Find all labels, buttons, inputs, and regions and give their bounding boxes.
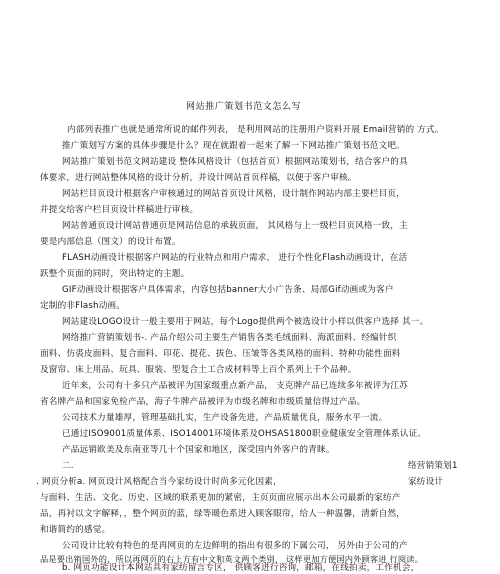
paragraph-line: 要是内部信息（图文）的设计布置。	[40, 237, 181, 247]
paragraph-line: 跃整个页面的同时，突出特定的主题。	[40, 269, 190, 279]
paragraph-line: b. 网页功能设计本网站具有家纺留言专区， 供顾客进行咨询，邮箱，在线拍卖，工作机会，	[62, 563, 420, 573]
paragraph-line: 品是要出销国外的，所以再网页的右上方有中文和英文两个类别， 这样更加方便国内外顾客进 行阅读。	[40, 554, 424, 564]
section-number: 二.	[62, 461, 74, 471]
paragraph-line: 推广策划写方案的具体步骤是什么？现在就跟着一起来了解一下网站推广策划书范文吧。	[62, 141, 405, 151]
paragraph-line: . 网页分析a. 网页设计风格配合当今家纺设计时尚多元化因素，	[36, 477, 282, 487]
paragraph-line-fragment: 家纺设计	[408, 477, 444, 487]
section-heading-fragment: 络营销策划1	[408, 461, 458, 471]
paragraph-line: 网站普通页设计网站普通页是网站信息的承载页面， 其风格与上一级栏目页风格一致，主	[62, 221, 408, 231]
paragraph-line: 产品远销欧美及东南亚等几十个国家和地区，深受国内外客户的青睐。	[62, 445, 335, 455]
paragraph-line: 网站栏目页设计根据客户审核通过的网站首页设计风格，设计制作网站内部主要栏目页，	[62, 189, 405, 199]
paragraph-line: 并提交给客户栏目页设计样稿进行审核。	[40, 205, 199, 215]
paragraph-line: 面料、仿裘皮面料、复合面料、印花、提花、拔色、压皱等各类风格的面料、特种功能性面料	[40, 349, 401, 359]
paragraph-line: 定制的非Flash动画。	[40, 301, 126, 311]
paragraph-line: GIF动画设计根据客户具体需求，内容包括banner大小广告条、局部Gif动画或为客户	[62, 285, 394, 295]
paragraph-line: 网络推广营销策划书-. 产品介绍公司主要生产销售各类毛绒面料、海派面料、经编针织	[62, 333, 397, 343]
paragraph-line: 与面料、生活、文化、历史、区域的联系更加的紧密，主页页面应展示出本公司最新的家纺产	[40, 493, 401, 503]
paragraph-line: 公司技术力量雄厚，管理基础扎实，生产设备先进，产品质量优良，服务水平一流。	[62, 413, 388, 423]
paragraph-line: 和谐简约的感觉。	[40, 525, 111, 535]
paragraph-line: 近年来，公司有十多只产品被评为国家级重点新产品， 支克牌产品已连续多年被评为江苏	[62, 381, 408, 391]
paragraph-line: 省名牌产品和国家免检产品，海子牛牌产品被评为市级名牌和市级质量信得过产品。	[40, 397, 366, 407]
paragraph-line: 网站推广策划书范文网站建设 整体风格设计（包括首页）根据网站策划书，结合客户的具	[62, 157, 408, 167]
paragraph-line: 网站建设LOGO设计一般主要用于网站，每个Logo提供两个被选设计小样以供客户选择 其一。	[62, 317, 429, 327]
paragraph-line: 公司设计比较有特色的是再网页的左边鲜明的指出有很多的下属公司， 另外由于公司的产	[62, 541, 408, 551]
paragraph-line: 已通过ISO9001质量体系、ISO14001环境体系及OHSAS1800职业健康安全管理体系认证。	[62, 429, 427, 439]
paragraph-line: 内部列表推广也就是通常所说的邮件列表， 是利用网站的注册用户资料开展 Email营销的 方式。	[67, 125, 444, 135]
paragraph-line: 品，再衬以文字解释，，整个网页的蓝，绿等暖色系进入顾客眼帘，给人一种温馨，清新自然，	[40, 509, 406, 519]
paragraph-line: 及窗帘、床上用品、玩具、服装、型复合土工合成材料等上百个系列上千个品种。	[40, 365, 357, 375]
paragraph-line: 体要求，进行网站整体风格的设计分析，并设计网站首页样稿，以便于客户审核。	[40, 173, 357, 183]
document-title: 网站推广策划书范文怎么写	[186, 102, 302, 112]
paragraph-line: FLASH动画设计根据客户网站的行业特点和用户需求， 进行个性化Flash动画设计，在活	[62, 253, 408, 263]
